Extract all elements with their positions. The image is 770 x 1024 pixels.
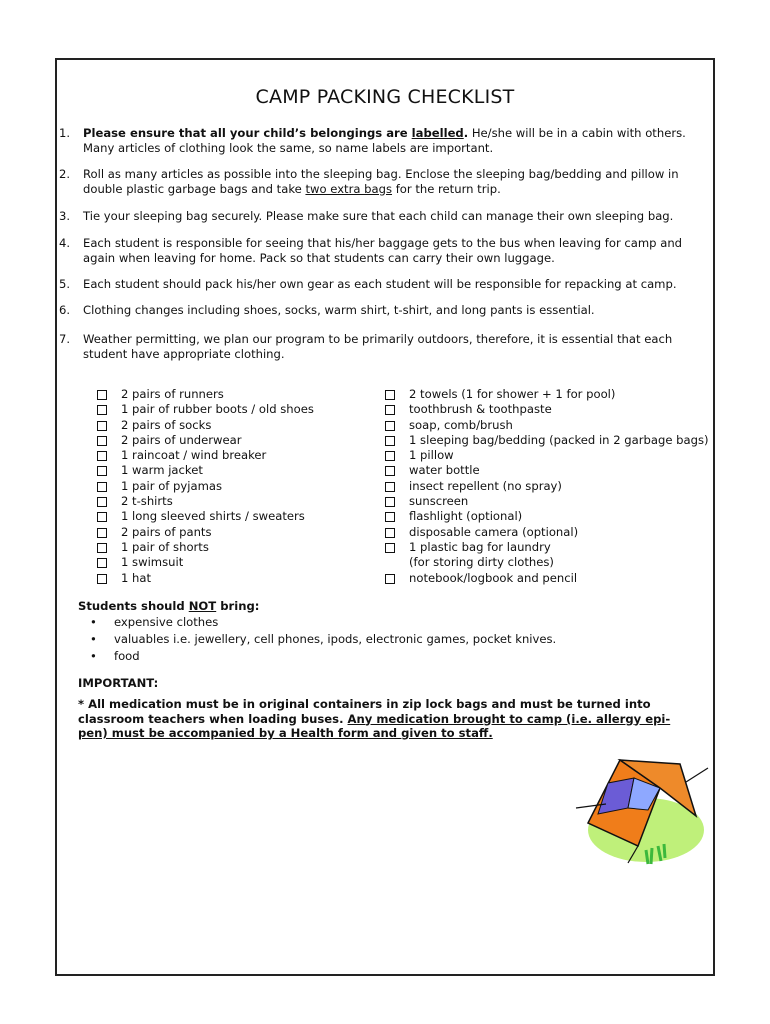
checklist-item-label: 2 pairs of runners [121,387,224,401]
checklist-item [97,494,367,509]
checkbox-icon [385,405,395,415]
checklist-item-label: 1 plastic bag for laundry [409,539,551,554]
checklist-item [385,509,705,524]
checklist-item-label: 1 sleeping bag/bedding (packed in 2 garbage bags) [409,432,709,447]
checklist-item [97,387,367,402]
checklist-item-label: 2 towels (1 for shower + 1 for pool) [409,387,616,401]
checklist-item [385,571,705,586]
checklist-item [97,463,367,478]
checklist-item-label: 1 pillow [409,448,454,463]
checklist-item-label: toothbrush & toothpaste [409,402,552,417]
checklist-item-label: flashlight (optional) [409,509,523,524]
checklist-item-label: 1 pair of rubber boots / old shoes [121,402,314,417]
checklist-item-label: notebook/logbook and pencil [409,570,578,585]
checkbox-icon [385,390,395,400]
checklist-item-label: 1 warm jacket [121,463,203,478]
checklist-item [385,525,705,540]
checklist-item [385,402,705,417]
checklist-item-label: 1 hat [121,570,152,585]
checklist-item [385,387,705,402]
checklist-item-label: sunscreen [409,494,469,509]
checklist-item [97,509,367,524]
checklist-item-label: water bottle [409,463,480,478]
checklist-left [97,387,367,586]
checkbox-icon [97,512,107,522]
checklist-item [97,540,367,555]
checkbox-icon [385,574,395,584]
checklist-right [385,387,709,586]
checkbox-icon [385,436,395,446]
checkbox-icon [97,528,107,538]
checkbox-icon [97,451,107,461]
checkbox-icon [385,512,395,522]
checkbox-icon [97,497,107,507]
checklist-item [97,402,367,417]
not-bring-heading: Students should NOT bring: [78,599,260,613]
checklist-item [97,479,367,494]
checkbox-icon [385,528,395,538]
checklist-item-label: 1 swimsuit [121,555,184,570]
checklist-item-label: soap, comb/brush [409,417,513,432]
checkbox-icon [385,482,395,492]
checkbox-icon [97,405,107,415]
checkbox-icon [385,466,395,476]
checklist-item [385,418,705,433]
checklist-item [385,555,705,570]
checklist-item [385,494,705,509]
checkbox-icon [385,421,395,431]
checkbox-icon [97,390,107,400]
important-note: * All medication must be in original containers in zip lock bags and must be turned into classroom teachers when loading buses. Any medication brought to camp (i.e. allergy epi-pen) must be accompanied by a Health form and given to staff. [78,697,671,740]
checklist-item [97,418,367,433]
checklist-item-label: 2 t-shirts [121,494,173,509]
checklist-item-label: 1 long sleeved shirts / sweaters [121,509,305,524]
checklist-item [97,525,367,540]
checklist-item-label: 1 raincoat / wind breaker [121,448,267,463]
checklist-item-label: 2 pairs of underwear [121,432,242,447]
checklist-item [385,479,705,494]
checklist-item [385,432,709,448]
page-title: CAMP PACKING CHECKLIST [255,86,515,108]
checklist-item-label: 2 pairs of socks [121,417,212,432]
checklist-item [97,555,367,570]
checklist-item-label: 2 pairs of pants [121,524,212,539]
checkbox-icon [97,543,107,553]
checklist-item-label: insect repellent (no spray) [409,478,562,493]
checklist-item-label: 1 pair of shorts [121,539,209,554]
checklist-item [385,540,705,555]
checklist-item-label: disposable camera (optional) [409,524,579,539]
checklist-item [385,448,705,463]
checklist-item-label: 1 pair of pyjamas [121,478,223,493]
checkbox-icon [97,482,107,492]
checklist-item-label: (for storing dirty clothes) [409,555,554,570]
checkbox-icon [385,451,395,461]
checklist-item [97,571,367,586]
important-heading: IMPORTANT: [78,676,159,690]
checkbox-icon [385,543,395,553]
checklist-item [385,463,705,478]
checkbox-icon [97,436,107,446]
checkbox-icon [385,497,395,507]
checkbox-icon [97,421,107,431]
checklist-item [97,433,367,448]
tent-icon [568,738,718,868]
checklist-item [97,448,367,463]
checkbox-icon [97,558,107,568]
checkbox-icon [97,574,107,584]
checkbox-icon [97,466,107,476]
